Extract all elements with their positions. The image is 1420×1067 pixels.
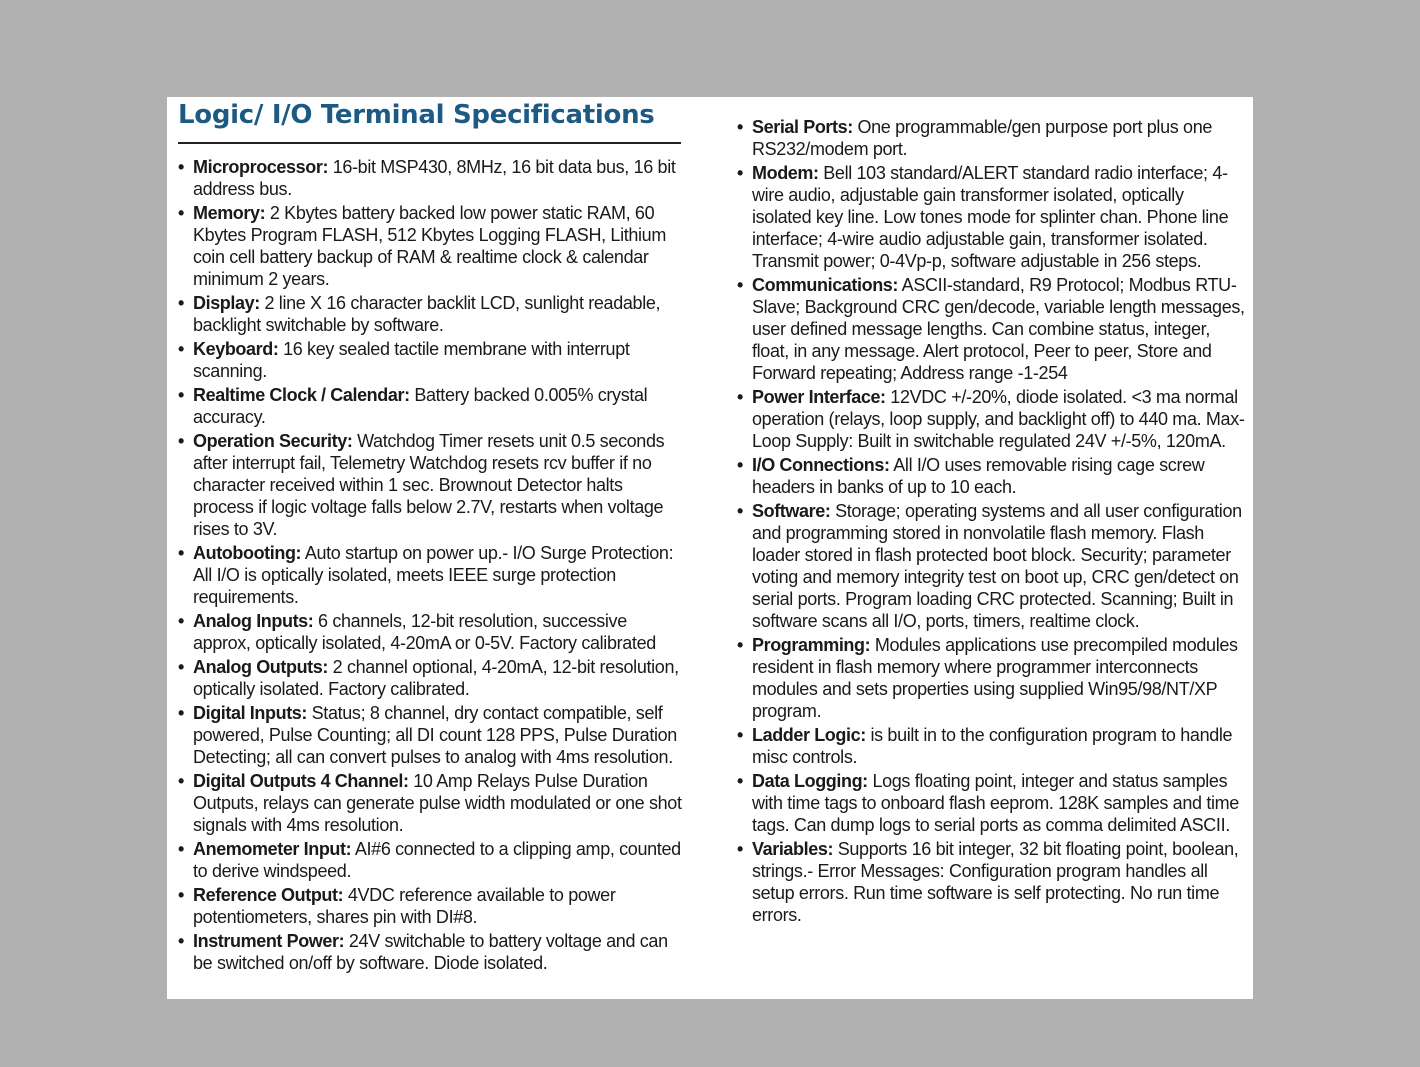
spec-item xyxy=(735,454,1245,498)
bullet-icon: • xyxy=(178,771,184,791)
bullet-icon: • xyxy=(737,117,743,137)
spec-item xyxy=(735,724,1245,768)
spec-text: 16-bit MSP430, 8MHz, 16 bit data bus, 16 bit address bus. xyxy=(193,157,676,199)
spec-label: I/O Connections: xyxy=(752,455,890,475)
spec-label: Keyboard: xyxy=(193,339,279,359)
spec-item xyxy=(176,338,686,382)
spec-text: 2 channel optional, 4-20mA, 12-bit resolution, optically isolated. Factory calibrated. xyxy=(193,657,679,699)
spec-label: Display: xyxy=(193,293,260,313)
spec-label: Memory: xyxy=(193,203,266,223)
spec-text: Supports 16 bit integer, 32 bit floating point, boolean, strings.- Error Messages: Configuration program handles all setup errors. Run time software is self protecting. No run time errors. xyxy=(752,839,1239,925)
spec-item xyxy=(176,838,686,882)
spec-item xyxy=(176,656,686,700)
spec-label: Digital Inputs: xyxy=(193,703,307,723)
spec-item xyxy=(176,430,686,540)
spec-item xyxy=(176,292,686,336)
spec-text: is built in to the configuration program to handle misc controls. xyxy=(752,725,1233,767)
bullet-icon: • xyxy=(737,387,743,407)
spec-list-left xyxy=(176,156,686,976)
spec-text: 4VDC reference available to power potentiometers, shares pin with DI#8. xyxy=(193,885,616,927)
bullet-icon: • xyxy=(178,385,184,405)
spec-label: Variables: xyxy=(752,839,834,859)
spec-label: Programming: xyxy=(752,635,871,655)
bullet-icon: • xyxy=(737,163,743,183)
bullet-icon: • xyxy=(178,931,184,951)
spec-text: Logs floating point, integer and status samples with time tags to onboard flash eeprom. 128K samples and time tags. Can dump logs to serial ports as comma delimited ASCII. xyxy=(752,771,1239,835)
spec-text: All I/O uses removable rising cage screw headers in banks of up to 10 each. xyxy=(752,455,1205,497)
spec-label: Serial Ports: xyxy=(752,117,853,137)
spec-label: Realtime Clock / Calendar: xyxy=(193,385,410,405)
spec-label: Analog Inputs: xyxy=(193,611,314,631)
spec-item xyxy=(735,274,1245,384)
spec-label: Digital Outputs 4 Channel: xyxy=(193,771,409,791)
spec-label: Autobooting: xyxy=(193,543,302,563)
spec-text: ASCII-standard, R9 Protocol; Modbus RTU- Slave; Background CRC gen/decode, variable length messages, user defined message lengths. Can combine status, integer, float, in any message. Alert protocol, Peer to peer, Store and Forward repeating; Address range -1-254 xyxy=(752,275,1245,383)
spec-text: Storage; operating systems and all user configuration and programming stored in nonvolatile flash memory. Flash loader stored in flash protected boot block. Security; parameter voting and memory integrity test on boot up, CRC gen/detect on serial ports. Program loading CRC protected. Scanning; Built in software scans all I/O, ports, timers, realtime clock. xyxy=(752,501,1242,631)
spec-label: Reference Output: xyxy=(193,885,344,905)
spec-text: 6 channels, 12-bit resolution, successive approx, optically isolated, 4-20mA or 0-5V. Factory calibrated xyxy=(193,611,656,653)
bullet-icon: • xyxy=(178,611,184,631)
spec-sheet xyxy=(167,97,1253,999)
spec-label: Power Interface: xyxy=(752,387,886,407)
spec-text: Status; 8 channel, dry contact compatible, self powered, Pulse Counting; all DI count 128 PPS, Pulse Duration Detecting; all can convert pulses to analog with 4ms resolution. xyxy=(193,703,677,767)
bullet-icon: • xyxy=(737,635,743,655)
spec-item xyxy=(735,770,1245,836)
bullet-icon: • xyxy=(737,501,743,521)
spec-label: Data Logging: xyxy=(752,771,868,791)
spec-item xyxy=(176,156,686,200)
page-title: Logic/ I/O Terminal Specifications xyxy=(178,100,655,130)
bullet-icon: • xyxy=(178,431,184,451)
bullet-icon: • xyxy=(178,839,184,859)
bullet-icon: • xyxy=(737,275,743,295)
bullet-icon: • xyxy=(737,771,743,791)
spec-item xyxy=(735,634,1245,722)
spec-label: Software: xyxy=(752,501,831,521)
bullet-icon: • xyxy=(737,725,743,745)
spec-text: One programmable/gen purpose port plus one RS232/modem port. xyxy=(752,117,1213,159)
spec-item xyxy=(176,884,686,928)
spec-label: Analog Outputs: xyxy=(193,657,328,677)
spec-item xyxy=(176,702,686,768)
bullet-icon: • xyxy=(178,543,184,563)
bullet-icon: • xyxy=(178,339,184,359)
spec-text: Auto startup on power up.- I/O Surge Protection: All I/O is optically isolated, meets IEEE surge protection requirements. xyxy=(193,543,674,607)
bullet-icon: • xyxy=(178,657,184,677)
bullet-icon: • xyxy=(737,839,743,859)
spec-item xyxy=(735,162,1245,272)
bullet-icon: • xyxy=(178,703,184,723)
spec-text: 24V switchable to battery voltage and can be switched on/off by software. Diode isolated. xyxy=(193,931,668,973)
spec-label: Ladder Logic: xyxy=(752,725,866,745)
spec-text: Bell 103 standard/ALERT standard radio interface; 4-wire audio, adjustable gain transformer isolated, optically isolated key line. Low tones mode for splinter chan. Phone line interface; 4-wire audio adjustable gain, transformer isolated. Transmit power; 0-4Vp-p, software adjustable in 256 steps. xyxy=(752,163,1229,271)
spec-text: 2 line X 16 character backlit LCD, sunlight readable, backlight switchable by software. xyxy=(193,293,661,335)
spec-item xyxy=(176,610,686,654)
spec-text: 2 Kbytes battery backed low power static RAM, 60 Kbytes Program FLASH, 512 Kbytes Logging FLASH, Lithium coin cell battery backup of RAM & realtime clock & calendar minimum 2 years. xyxy=(193,203,666,289)
title-divider xyxy=(178,142,681,144)
spec-label: Modem: xyxy=(752,163,819,183)
spec-item xyxy=(176,384,686,428)
spec-label: Anemometer Input: xyxy=(193,839,352,859)
bullet-icon: • xyxy=(178,203,184,223)
spec-list-right xyxy=(735,116,1245,928)
spec-item xyxy=(176,202,686,290)
spec-item xyxy=(735,386,1245,452)
spec-text: 12VDC +/-20%, diode isolated. <3 ma normal operation (relays, loop supply, and backlight off) to 440 ma. Max- Loop Supply: Built in switchable regulated 24V +/-5%, 120mA. xyxy=(752,387,1245,451)
spec-item xyxy=(176,542,686,608)
bullet-icon: • xyxy=(178,885,184,905)
spec-text: Watchdog Timer resets unit 0.5 seconds after interrupt fail, Telemetry Watchdog resets rcv buffer if no character received within 1 sec. Brownout Detector halts process if logic voltage falls below 2.7V, restarts when voltage rises to 3V. xyxy=(193,431,665,539)
spec-item xyxy=(176,930,686,974)
spec-label: Microprocessor: xyxy=(193,157,329,177)
spec-text: 16 key sealed tactile membrane with interrupt scanning. xyxy=(193,339,630,381)
spec-label: Instrument Power: xyxy=(193,931,345,951)
spec-text: 10 Amp Relays Pulse Duration Outputs, relays can generate pulse width modulated or one shot signals with 4ms resolution. xyxy=(193,771,682,835)
spec-label: Operation Security: xyxy=(193,431,353,451)
spec-item xyxy=(735,500,1245,632)
spec-text: AI#6 connected to a clipping amp, counted to derive windspeed. xyxy=(193,839,681,881)
spec-item xyxy=(735,116,1245,160)
bullet-icon: • xyxy=(737,455,743,475)
bullet-icon: • xyxy=(178,157,184,177)
spec-item xyxy=(176,770,686,836)
spec-item xyxy=(735,838,1245,926)
spec-label: Communications: xyxy=(752,275,899,295)
bullet-icon: • xyxy=(178,293,184,313)
spec-text: Battery backed 0.005% crystal accuracy. xyxy=(193,385,648,427)
spec-text: Modules applications use precompiled modules resident in flash memory where programmer interconnects modules and sets properties using supplied Win95/98/NT/XP program. xyxy=(752,635,1238,721)
